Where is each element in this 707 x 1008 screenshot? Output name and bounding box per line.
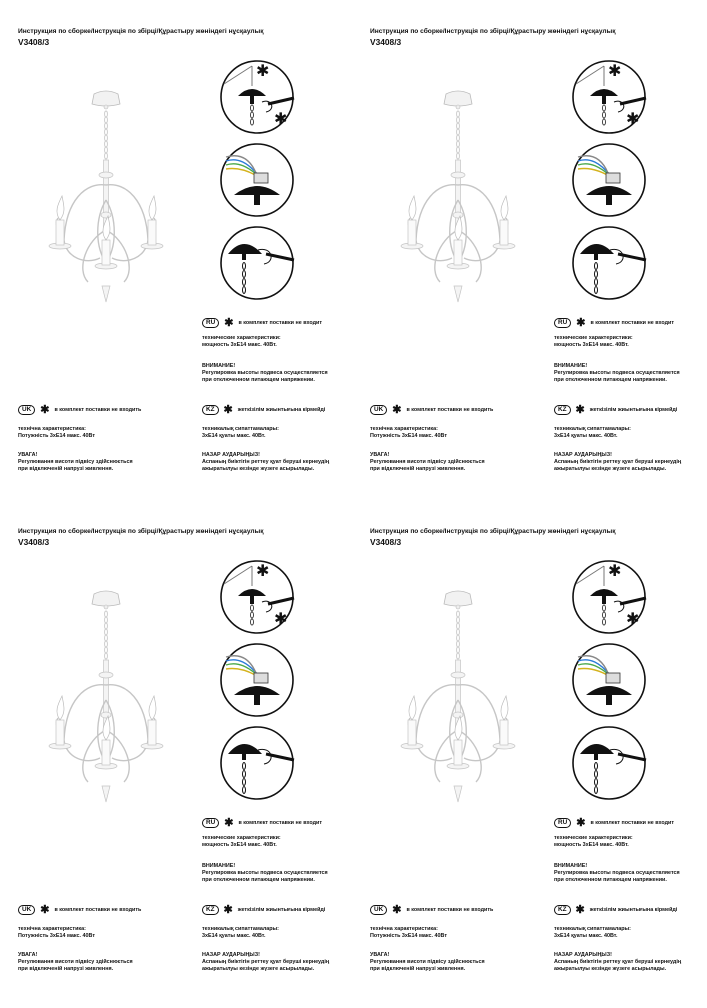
ru-warning-heading: ВНИМАНИЕ! — [202, 363, 236, 369]
kz-not-included-text: жеткізілім жиынтығына кірмейді — [589, 407, 678, 413]
uk-warning-line-1: Регулювання висоти підвісу здійснюється — [370, 959, 485, 965]
ru-specifications — [202, 835, 281, 849]
uk-warning-line-2: при відключеній напрузі живлення. — [18, 966, 114, 972]
uk-warning-heading: УВАГА! — [370, 452, 390, 458]
svg-text:✱: ✱ — [274, 109, 288, 128]
assembly-step-3-diagram — [218, 724, 296, 802]
kz-warning-heading: НАЗАР АУДАРЫҢЫЗ! — [202, 452, 260, 458]
kz-spec-value: 3xE14 қуаты макс. 40Вт. — [554, 933, 618, 939]
uk-warning-line-2: при відключеній напрузі живлення. — [370, 966, 466, 972]
ru-spec-heading: технические характеристики: — [202, 835, 281, 841]
uk-spec-value: Потужність 3xE14 макс. 40Вт — [370, 433, 447, 439]
kz-not-included-note — [202, 905, 325, 915]
assembly-step-3-diagram — [570, 724, 648, 802]
asterisk-icon: ✱ — [576, 817, 586, 829]
kz-spec-value: 3xE14 қуаты макс. 40Вт. — [202, 433, 266, 439]
uk-not-included-text: в комплект поставки не входить — [54, 907, 142, 913]
model-number: V3408/3 — [370, 37, 402, 47]
kz-warning — [202, 952, 329, 973]
kz-warning-line-2: ажыратылуы кезінде жүзеге асырылады. — [202, 966, 315, 972]
ru-warning-line-2: при отключенном питающем напряжении. — [554, 877, 667, 883]
uk-warning-line-1: Регулювання висоти підвісу здійснюється — [370, 459, 485, 465]
uk-warning-line-1: Регулювання висоти підвісу здійснюється — [18, 459, 133, 465]
uk-spec-heading: технічна характеристика: — [18, 926, 86, 932]
ru-not-included-text: в комплект поставки не входит — [238, 820, 323, 826]
ru-not-included-note — [202, 818, 322, 828]
uk-warning-heading: УВАГА! — [18, 952, 38, 958]
kz-warning-line-2: ажыратылуы кезінде жүзеге асырылады. — [554, 966, 667, 972]
ru-warning-heading: ВНИМАНИЕ! — [202, 863, 236, 869]
uk-spec-heading: технічна характеристика: — [370, 926, 438, 932]
kz-spec-heading: техникалық сипаттамалары: — [202, 926, 279, 932]
ru-language-badge: RU — [202, 318, 219, 328]
kz-language-badge: KZ — [202, 905, 219, 915]
kz-warning-heading: НАЗАР АУДАРЫҢЫЗ! — [554, 952, 612, 958]
asterisk-icon: ✱ — [224, 317, 234, 329]
kz-spec-value: 3xE14 қуаты макс. 40Вт. — [202, 933, 266, 939]
assembly-step-1-diagram — [570, 58, 648, 136]
ru-spec-value: мощность 3xE14 макс. 40Вт. — [202, 342, 277, 348]
uk-warning-line-1: Регулювання висоти підвісу здійснюється — [18, 959, 133, 965]
uk-not-included-note — [18, 905, 141, 915]
instruction-sheet-bottom-right — [370, 528, 707, 1008]
ru-warning-heading: ВНИМАНИЕ! — [554, 863, 588, 869]
uk-warning — [18, 952, 133, 973]
svg-text:✱: ✱ — [256, 61, 270, 80]
uk-not-included-note — [370, 405, 493, 415]
svg-text:✱: ✱ — [256, 561, 270, 580]
uk-warning-line-2: при відключеній напрузі живлення. — [370, 466, 466, 472]
ru-warning-line-1: Регулировка высоты подвеса осуществляется — [554, 870, 680, 876]
ru-spec-heading: технические характеристики: — [202, 335, 281, 341]
assembly-step-1-diagram — [218, 558, 296, 636]
asterisk-icon: ✱ — [224, 817, 234, 829]
ru-warning-line-2: при отключенном питающем напряжении. — [554, 377, 667, 383]
ru-not-included-text: в комплект поставки не входит — [590, 820, 675, 826]
kz-warning-line-1: Аспаның биіктігін реттеу қуат беруші кернеудің — [554, 459, 682, 465]
svg-text:✱: ✱ — [608, 561, 622, 580]
ru-spec-value: мощность 3xE14 макс. 40Вт. — [202, 842, 277, 848]
ru-not-included-note — [554, 818, 674, 828]
uk-specifications — [18, 426, 95, 440]
svg-text:✱: ✱ — [274, 609, 288, 628]
chandelier-illustration — [36, 90, 176, 330]
model-number: V3408/3 — [370, 537, 402, 547]
instruction-title: Инструкция по сборке/Інструкція по збірці/Құрастыру жөніндегі нұсқаулық — [370, 528, 616, 535]
kz-warning-line-2: ажыратылуы кезінде жүзеге асырылады. — [554, 466, 667, 472]
uk-warning — [370, 952, 485, 973]
kz-spec-heading: техникалық сипаттамалары: — [554, 926, 631, 932]
asterisk-icon: ✱ — [40, 404, 50, 416]
ru-warning-line-2: при отключенном питающем напряжении. — [202, 877, 315, 883]
uk-warning — [18, 452, 133, 473]
uk-language-badge: UK — [370, 405, 387, 415]
ru-not-included-note — [554, 318, 674, 328]
kz-language-badge: KZ — [554, 905, 571, 915]
instruction-sheet-top-left — [18, 28, 358, 508]
ru-language-badge: RU — [202, 818, 219, 828]
ru-warning — [554, 863, 680, 884]
ru-warning-heading: ВНИМАНИЕ! — [554, 363, 588, 369]
model-number: V3408/3 — [18, 537, 50, 547]
kz-warning — [554, 952, 681, 973]
uk-spec-value: Потужність 3xE14 макс. 40Вт — [18, 933, 95, 939]
uk-warning — [370, 452, 485, 473]
uk-warning-heading: УВАГА! — [18, 452, 38, 458]
assembly-step-2-wiring-diagram — [570, 641, 648, 719]
uk-not-included-note — [370, 905, 493, 915]
kz-language-badge: KZ — [554, 405, 571, 415]
assembly-step-2-wiring-diagram — [570, 141, 648, 219]
uk-not-included-note — [18, 405, 141, 415]
ru-warning-line-1: Регулировка высоты подвеса осуществляется — [202, 370, 328, 376]
uk-language-badge: UK — [370, 905, 387, 915]
svg-text:✱: ✱ — [626, 609, 640, 628]
uk-warning-heading: УВАГА! — [370, 952, 390, 958]
kz-warning — [202, 452, 329, 473]
kz-specifications — [554, 426, 631, 440]
ru-warning — [202, 363, 328, 384]
kz-language-badge: KZ — [202, 405, 219, 415]
ru-spec-heading: технические характеристики: — [554, 335, 633, 341]
instruction-sheet-top-right — [370, 28, 707, 508]
ru-specifications — [202, 335, 281, 349]
svg-text:✱: ✱ — [626, 109, 640, 128]
kz-not-included-note — [202, 405, 325, 415]
uk-spec-value: Потужність 3xE14 макс. 40Вт — [370, 933, 447, 939]
uk-spec-heading: технічна характеристика: — [18, 426, 86, 432]
asterisk-icon: ✱ — [392, 404, 402, 416]
ru-language-badge: RU — [554, 318, 571, 328]
ru-warning — [554, 363, 680, 384]
assembly-step-2-wiring-diagram — [218, 641, 296, 719]
ru-warning — [202, 863, 328, 884]
kz-warning-line-2: ажыратылуы кезінде жүзеге асырылады. — [202, 466, 315, 472]
ru-warning-line-1: Регулировка высоты подвеса осуществляется — [202, 870, 328, 876]
kz-warning-line-1: Аспаның биіктігін реттеу қуат беруші кернеудің — [202, 959, 330, 965]
kz-specifications — [202, 926, 279, 940]
uk-specifications — [370, 426, 447, 440]
ru-warning-line-1: Регулировка высоты подвеса осуществляется — [554, 370, 680, 376]
kz-spec-heading: техникалық сипаттамалары: — [554, 426, 631, 432]
uk-warning-line-2: при відключеній напрузі живлення. — [18, 466, 114, 472]
kz-spec-heading: техникалық сипаттамалары: — [202, 426, 279, 432]
ru-not-included-note — [202, 318, 322, 328]
ru-language-badge: RU — [554, 818, 571, 828]
assembly-step-2-wiring-diagram — [218, 141, 296, 219]
asterisk-icon: ✱ — [40, 904, 50, 916]
uk-not-included-text: в комплект поставки не входить — [406, 907, 494, 913]
kz-warning-heading: НАЗАР АУДАРЫҢЫЗ! — [202, 952, 260, 958]
uk-spec-value: Потужність 3xE14 макс. 40Вт — [18, 433, 95, 439]
ru-not-included-text: в комплект поставки не входит — [590, 320, 675, 326]
ru-warning-line-2: при отключенном питающем напряжении. — [202, 377, 315, 383]
kz-not-included-note — [554, 905, 677, 915]
chandelier-illustration — [388, 90, 528, 330]
kz-warning-line-1: Аспаның биіктігін реттеу қуат беруші кернеудің — [554, 959, 682, 965]
assembly-step-1-diagram — [570, 558, 648, 636]
uk-specifications — [370, 926, 447, 940]
kz-not-included-text: жеткізілім жиынтығына кірмейді — [237, 907, 326, 913]
kz-warning — [554, 452, 681, 473]
svg-text:✱: ✱ — [608, 61, 622, 80]
kz-not-included-text: жеткізілім жиынтығына кірмейді — [589, 907, 678, 913]
kz-spec-value: 3xE14 қуаты макс. 40Вт. — [554, 433, 618, 439]
asterisk-icon: ✱ — [223, 404, 233, 416]
kz-specifications — [202, 426, 279, 440]
uk-not-included-text: в комплект поставки не входить — [54, 407, 142, 413]
model-number: V3408/3 — [18, 37, 50, 47]
assembly-step-3-diagram — [570, 224, 648, 302]
ru-spec-value: мощность 3xE14 макс. 40Вт. — [554, 842, 629, 848]
ru-specifications — [554, 335, 633, 349]
uk-language-badge: UK — [18, 405, 35, 415]
kz-warning-heading: НАЗАР АУДАРЫҢЫЗ! — [554, 452, 612, 458]
asterisk-icon: ✱ — [223, 904, 233, 916]
assembly-step-3-diagram — [218, 224, 296, 302]
instruction-title: Инструкция по сборке/Інструкція по збірці/Құрастыру жөніндегі нұсқаулық — [18, 528, 264, 535]
instruction-title: Инструкция по сборке/Інструкція по збірці/Құрастыру жөніндегі нұсқаулық — [18, 28, 264, 35]
ru-not-included-text: в комплект поставки не входит — [238, 320, 323, 326]
ru-spec-value: мощность 3xE14 макс. 40Вт. — [554, 342, 629, 348]
uk-spec-heading: технічна характеристика: — [370, 426, 438, 432]
ru-spec-heading: технические характеристики: — [554, 835, 633, 841]
uk-language-badge: UK — [18, 905, 35, 915]
asterisk-icon: ✱ — [392, 904, 402, 916]
asterisk-icon: ✱ — [576, 317, 586, 329]
uk-not-included-text: в комплект поставки не входить — [406, 407, 494, 413]
uk-specifications — [18, 926, 95, 940]
asterisk-icon: ✱ — [575, 904, 585, 916]
kz-not-included-note — [554, 405, 677, 415]
assembly-step-1-diagram — [218, 58, 296, 136]
kz-warning-line-1: Аспаның биіктігін реттеу қуат беруші кернеудің — [202, 459, 330, 465]
kz-specifications — [554, 926, 631, 940]
kz-not-included-text: жеткізілім жиынтығына кірмейді — [237, 407, 326, 413]
ru-specifications — [554, 835, 633, 849]
chandelier-illustration — [388, 590, 528, 830]
asterisk-icon: ✱ — [575, 404, 585, 416]
instruction-sheet-bottom-left — [18, 528, 358, 1008]
chandelier-illustration — [36, 590, 176, 830]
instruction-title: Инструкция по сборке/Інструкція по збірці/Құрастыру жөніндегі нұсқаулық — [370, 28, 616, 35]
